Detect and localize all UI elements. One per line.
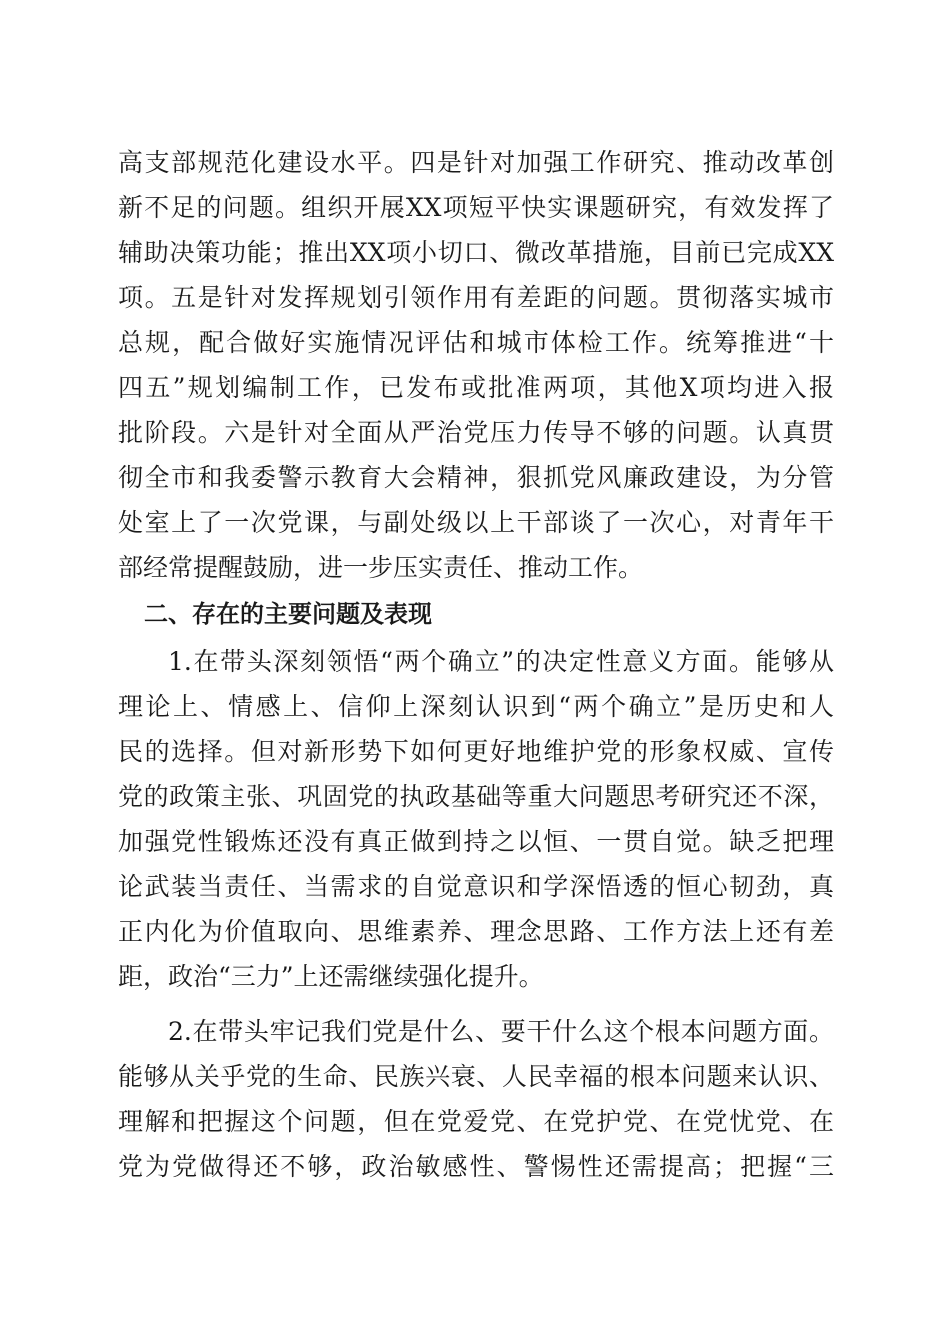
- text-line: 加强党性锻炼还没有真正做到持之以恒、一贯自觉。缺乏把理: [118, 827, 834, 856]
- text-line: 处室上了一次党课，与副处级以上干部谈了一次心，对青年干: [118, 508, 834, 537]
- text-line: 项。五是针对发挥规划引领作用有差距的问题。贯彻落实城市: [118, 283, 834, 312]
- text-line: 理解和把握这个问题，但在党爱党、在党护党、在党忧党、在: [118, 1107, 834, 1136]
- text-line: 正内化为价值取向、思维素养、理念思路、工作方法上还有差: [118, 917, 834, 946]
- text-line: 民的选择。但对新形势下如何更好地维护党的形象权威、宣传: [118, 737, 834, 766]
- text-line: 1.在带头深刻领悟“两个确立”的决定性意义方面。能够从: [168, 647, 834, 676]
- text-line: 2.在带头牢记我们党是什么、要干什么这个根本问题方面。: [168, 1017, 834, 1046]
- paragraph-gap: [118, 999, 834, 1009]
- text-line: 论武装当责任、当需求的自觉意识和学深悟透的恒心韧劲，真: [118, 872, 834, 901]
- text-line: 理论上、情感上、信仰上深刻认识到“两个确立”是历史和人: [118, 692, 834, 721]
- text-line: 部经常提醒鼓励，进一步压实责任、推动工作。: [118, 553, 644, 582]
- item-2-paragraph: [118, 1009, 834, 1189]
- item-1-paragraph: [118, 639, 834, 999]
- document-body: [118, 140, 834, 1189]
- text-line: 能够从关乎党的生命、民族兴衰、人民幸福的根本问题来认识、: [118, 1062, 834, 1091]
- intro-paragraph: [118, 140, 834, 590]
- text-line: 批阶段。六是针对全面从严治党压力传导不够的问题。认真贯: [118, 418, 834, 447]
- text-line: 彻全市和我委警示教育大会精神，狠抓党风廉政建设，为分管: [118, 463, 834, 492]
- text-line: 新不足的问题。组织开展XX项短平快实课题研究，有效发挥了: [118, 193, 834, 222]
- text-line: 四五”规划编制工作，已发布或批准两项，其他X项均进入报: [118, 373, 834, 402]
- text-line: 辅助决策功能；推出XX项小切口、微改革措施，目前已完成XX: [118, 238, 834, 267]
- text-line: 距，政治“三力”上还需继续强化提升。: [118, 962, 544, 991]
- text-line: 党为党做得还不够，政治敏感性、警惕性还需提高；把握“三: [118, 1152, 834, 1181]
- text-line: 总规，配合做好实施情况评估和城市体检工作。统筹推进“十: [118, 328, 834, 357]
- text-line: 高支部规范化建设水平。四是针对加强工作研究、推动改革创: [118, 148, 834, 177]
- text-line: 党的政策主张、巩固党的执政基础等重大问题思考研究还不深，: [118, 782, 834, 811]
- section-heading: 二、存在的主要问题及表现: [144, 600, 432, 628]
